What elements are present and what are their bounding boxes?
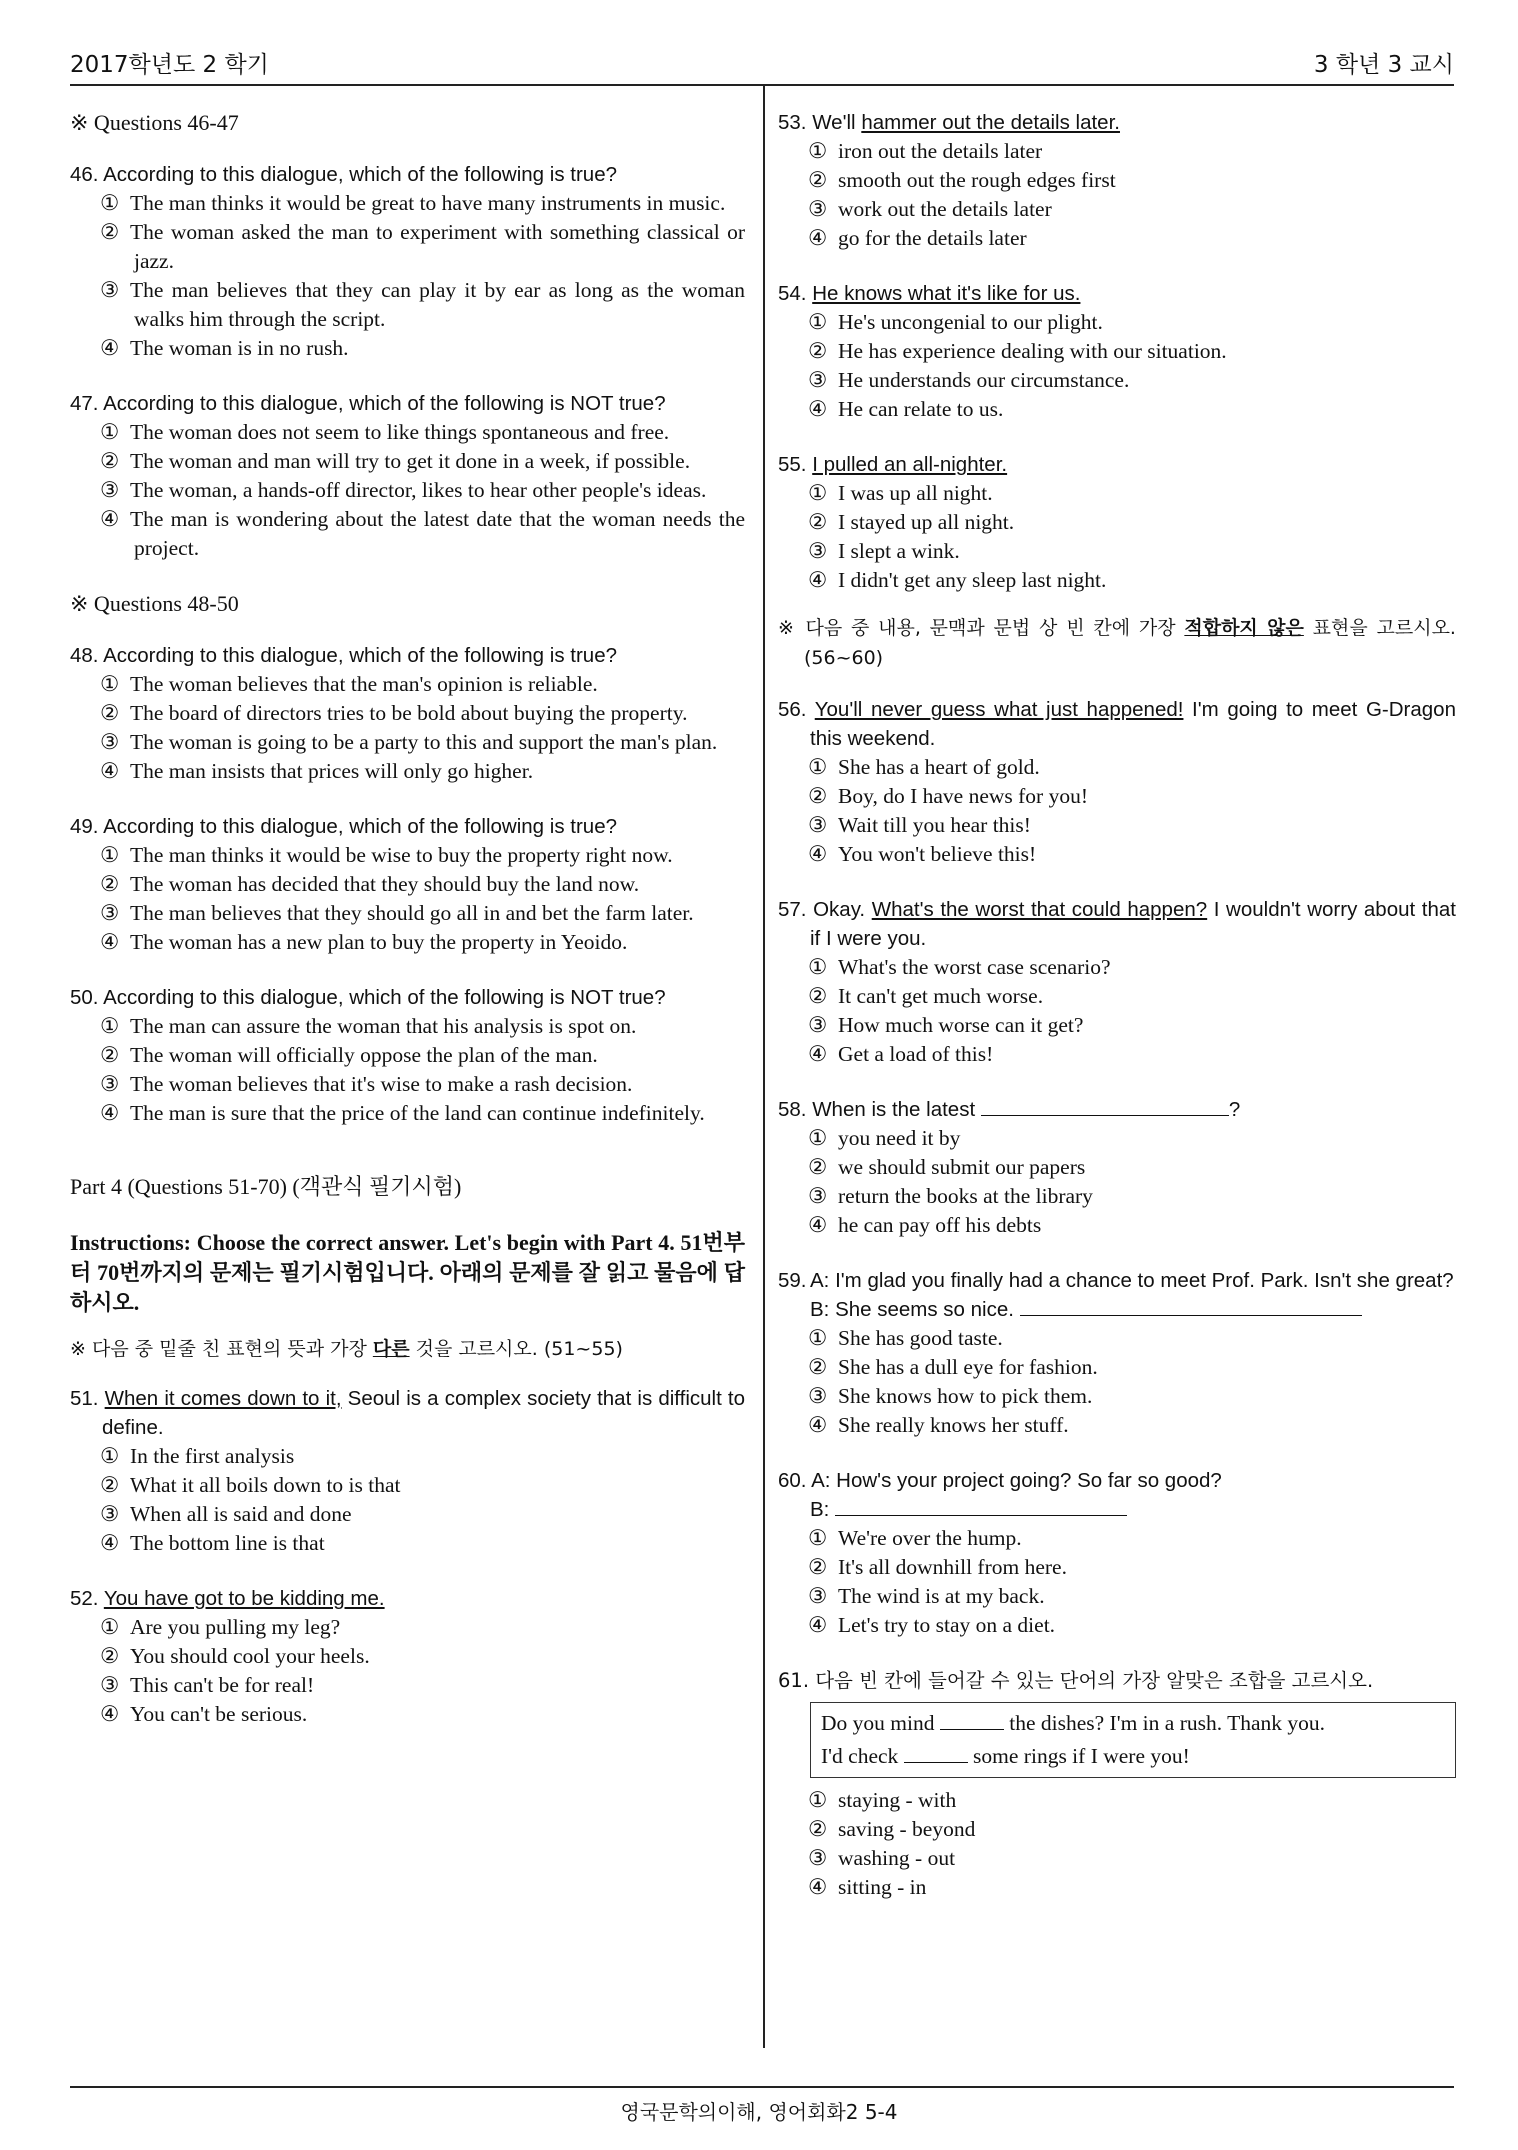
- option-2[interactable]: ② Boy, do I have news for you!: [808, 784, 1088, 808]
- option-4[interactable]: ④ The man is sure that the price of the land can continue indefinitely.: [100, 1101, 705, 1125]
- option-3[interactable]: ③ work out the details later: [808, 197, 1052, 221]
- option-4[interactable]: ④ Let's try to stay on a diet.: [808, 1613, 1056, 1637]
- part-heading: Part 4 (Questions 51-70) (객관식 필기시험): [70, 1174, 462, 1199]
- question-stem: 61. 다음 빈 칸에 들어갈 수 있는 단어의 가장 알맞은 조합을 고르시오.: [778, 1669, 1374, 1692]
- option-1[interactable]: ① staying - with: [808, 1788, 957, 1812]
- dialogue-line-b: B: She seems so nice.: [778, 1295, 1456, 1324]
- option-4[interactable]: ④ he can pay off his debts: [808, 1213, 1042, 1237]
- question-stem: 48. According to this dialogue, which of the following is true?: [70, 644, 618, 667]
- question-stem: 52. You have got to be kidding me.: [70, 1587, 385, 1610]
- option-2[interactable]: ② You should cool your heels.: [100, 1644, 370, 1668]
- right-column: [778, 108, 1456, 1928]
- option-3[interactable]: ③ The woman is going to be a party to this and support the man's plan.: [100, 730, 718, 754]
- option-2[interactable]: ② It's all downhill from here.: [808, 1555, 1067, 1579]
- instruction-note: ※ 다음 중 내용, 문맥과 문법 상 빈 칸에 가장 적합하지 않은 표현을 고르시오. (56~60): [778, 617, 1456, 669]
- option-4[interactable]: ④ You can't be serious.: [100, 1702, 308, 1726]
- option-3[interactable]: ③ How much worse can it get?: [808, 1013, 1084, 1037]
- question-stem: 47. According to this dialogue, which of the following is NOT true?: [70, 392, 666, 415]
- option-1[interactable]: ① In the first analysis: [100, 1444, 295, 1468]
- option-4[interactable]: ④ The woman is in no rush.: [100, 336, 349, 360]
- column-divider: [763, 86, 765, 2048]
- question-48: [70, 641, 745, 786]
- question-56: [778, 695, 1456, 869]
- question-51: [70, 1384, 745, 1558]
- option-3[interactable]: ③ She knows how to pick them.: [808, 1384, 1093, 1408]
- option-3[interactable]: ③ When all is said and done: [100, 1502, 352, 1526]
- instruction-note: ※ 다음 중 밑줄 친 표현의 뜻과 가장 다른 것을 고르시오. (51~55): [70, 1338, 623, 1360]
- question-stem: 59. A: I'm glad you finally had a chance to meet Prof. Park. Isn't she great?: [778, 1269, 1454, 1292]
- question-stem: 55. I pulled an all-nighter.: [778, 453, 1008, 476]
- question-46: [70, 160, 745, 363]
- question-stem: 49. According to this dialogue, which of the following is true?: [70, 815, 618, 838]
- option-4[interactable]: ④ She really knows her stuff.: [808, 1413, 1069, 1437]
- option-1[interactable]: ① you need it by: [808, 1126, 961, 1150]
- option-3[interactable]: ③ The woman, a hands-off director, likes to hear other people's ideas.: [100, 478, 707, 502]
- answer-blank: [981, 1097, 1229, 1116]
- answer-blank: [1020, 1297, 1362, 1316]
- question-59: [778, 1266, 1456, 1440]
- footer-rule: [70, 2086, 1454, 2088]
- question-60: [778, 1466, 1456, 1640]
- option-4[interactable]: ④ I didn't get any sleep last night.: [808, 568, 1107, 592]
- option-3[interactable]: ③ The man believes that they can play it by ear as long as the woman walks him through the script.: [100, 278, 745, 331]
- option-2[interactable]: ② He has experience dealing with our situation.: [808, 339, 1227, 363]
- option-1[interactable]: ① The man can assure the woman that his analysis is spot on.: [100, 1014, 637, 1038]
- page-footer: 영국문학의이해, 영어회화2 5-4: [620, 2100, 898, 2124]
- question-stem: 58. When is the latest ?: [778, 1098, 1241, 1121]
- option-3[interactable]: ③ The wind is at my back.: [808, 1584, 1045, 1608]
- question-stem: 56. You'll never guess what just happened! I'm going to meet G-Dragon this weekend.: [778, 698, 1456, 750]
- option-2[interactable]: ② saving - beyond: [808, 1817, 976, 1841]
- option-4[interactable]: ④ The man is wondering about the latest date that the woman needs the project.: [100, 507, 745, 560]
- option-1[interactable]: ① I was up all night.: [808, 481, 993, 505]
- dialogue-line-b: B:: [778, 1495, 1456, 1524]
- question-stem: 60. A: How's your project going? So far so good?: [778, 1469, 1222, 1492]
- question-stem: 54. He knows what it's like for us.: [778, 282, 1081, 305]
- option-3[interactable]: ③ He understands our circumstance.: [808, 368, 1130, 392]
- question-47: [70, 389, 745, 563]
- option-4[interactable]: ④ sitting - in: [808, 1875, 927, 1899]
- box-line-1: Do you mind the dishes? I'm in a rush. Thank you.: [821, 1711, 1326, 1735]
- option-3[interactable]: ③ Wait till you hear this!: [808, 813, 1031, 837]
- sentence-box: [810, 1702, 1456, 1778]
- left-column: [70, 108, 745, 1755]
- option-1[interactable]: ① The woman does not seem to like things spontaneous and free.: [100, 420, 670, 444]
- option-4[interactable]: ④ You won't believe this!: [808, 842, 1037, 866]
- answer-blank: [904, 1744, 968, 1763]
- question-61: [778, 1666, 1456, 1902]
- option-3[interactable]: ③ return the books at the library: [808, 1184, 1093, 1208]
- answer-blank: [940, 1711, 1004, 1730]
- option-3[interactable]: ③ washing - out: [808, 1846, 956, 1870]
- question-stem: 50. According to this dialogue, which of the following is NOT true?: [70, 986, 666, 1009]
- option-2[interactable]: ② we should submit our papers: [808, 1155, 1086, 1179]
- option-4[interactable]: ④ He can relate to us.: [808, 397, 1004, 421]
- option-1[interactable]: ① He's uncongenial to our plight.: [808, 310, 1103, 334]
- option-1[interactable]: ① We're over the hump.: [808, 1526, 1022, 1550]
- option-2[interactable]: ② The woman and man will try to get it done in a week, if possible.: [100, 449, 691, 473]
- option-4[interactable]: ④ The man insists that prices will only go higher.: [100, 759, 534, 783]
- option-4[interactable]: ④ go for the details later: [808, 226, 1027, 250]
- option-1[interactable]: ① iron out the details later: [808, 139, 1043, 163]
- option-2[interactable]: ② The woman asked the man to experiment with something classical or jazz.: [100, 220, 745, 273]
- option-1[interactable]: ① She has a heart of gold.: [808, 755, 1040, 779]
- option-2[interactable]: ② The woman will officially oppose the plan of the man.: [100, 1043, 598, 1067]
- instructions: Instructions: Choose the correct answer. Let's begin with Part 4. 51번부터 70번까지의 문제는 필기시험입니다. 아래의 문제를 잘 읽고 물음에 답하시오.: [70, 1230, 745, 1315]
- question-stem: 46. According to this dialogue, which of the following is true?: [70, 163, 618, 186]
- option-2[interactable]: ② What it all boils down to is that: [100, 1473, 401, 1497]
- option-2[interactable]: ② I stayed up all night.: [808, 510, 1015, 534]
- header-grade-period: 3 학년 3 교시: [1313, 52, 1454, 78]
- question-49: [70, 812, 745, 957]
- question-58: [778, 1095, 1456, 1240]
- box-line-2: I'd check some rings if I were you!: [821, 1744, 1190, 1768]
- option-2[interactable]: ② smooth out the rough edges first: [808, 168, 1116, 192]
- option-3[interactable]: ③ I slept a wink.: [808, 539, 960, 563]
- question-stem: 51. When it comes down to it, Seoul is a complex society that is difficult to define.: [70, 1387, 746, 1439]
- option-3[interactable]: ③ This can't be for real!: [100, 1673, 315, 1697]
- option-3[interactable]: ③ The man believes that they should go all in and bet the farm later.: [100, 901, 694, 925]
- header-semester: 2017학년도 2 학기: [70, 52, 269, 78]
- option-1[interactable]: ① What's the worst case scenario?: [808, 955, 1111, 979]
- option-2[interactable]: ② She has a dull eye for fashion.: [808, 1355, 1098, 1379]
- option-2[interactable]: ② The woman has decided that they should buy the land now.: [100, 872, 640, 896]
- question-54: [778, 279, 1456, 424]
- question-50: [70, 983, 745, 1128]
- question-55: [778, 450, 1456, 595]
- question-53: [778, 108, 1456, 253]
- option-1[interactable]: ① The woman believes that the man's opinion is reliable.: [100, 672, 598, 696]
- option-1[interactable]: ① She has good taste.: [808, 1326, 1003, 1350]
- section-heading: ※ Questions 46-47: [70, 110, 239, 135]
- option-1[interactable]: ① Are you pulling my leg?: [100, 1615, 341, 1639]
- question-stem: 57. Okay. What's the worst that could happen? I wouldn't worry about that if I were you.: [778, 898, 1456, 950]
- option-1[interactable]: ① The man thinks it would be wise to buy the property right now.: [100, 843, 673, 867]
- option-2[interactable]: ② It can't get much worse.: [808, 984, 1044, 1008]
- option-4[interactable]: ④ The bottom line is that: [100, 1531, 325, 1555]
- option-2[interactable]: ② The board of directors tries to be bold about buying the property.: [100, 701, 688, 725]
- option-4[interactable]: ④ Get a load of this!: [808, 1042, 994, 1066]
- question-57: [778, 895, 1456, 1069]
- answer-blank: [835, 1497, 1127, 1516]
- option-1[interactable]: ① The man thinks it would be great to have many instruments in music.: [100, 191, 726, 215]
- option-3[interactable]: ③ The woman believes that it's wise to make a rash decision.: [100, 1072, 633, 1096]
- page-header: [70, 42, 1454, 86]
- question-52: [70, 1584, 745, 1729]
- option-4[interactable]: ④ The woman has a new plan to buy the property in Yeoido.: [100, 930, 628, 954]
- question-stem: 53. We'll hammer out the details later.: [778, 111, 1120, 134]
- section-heading: ※ Questions 48-50: [70, 591, 239, 616]
